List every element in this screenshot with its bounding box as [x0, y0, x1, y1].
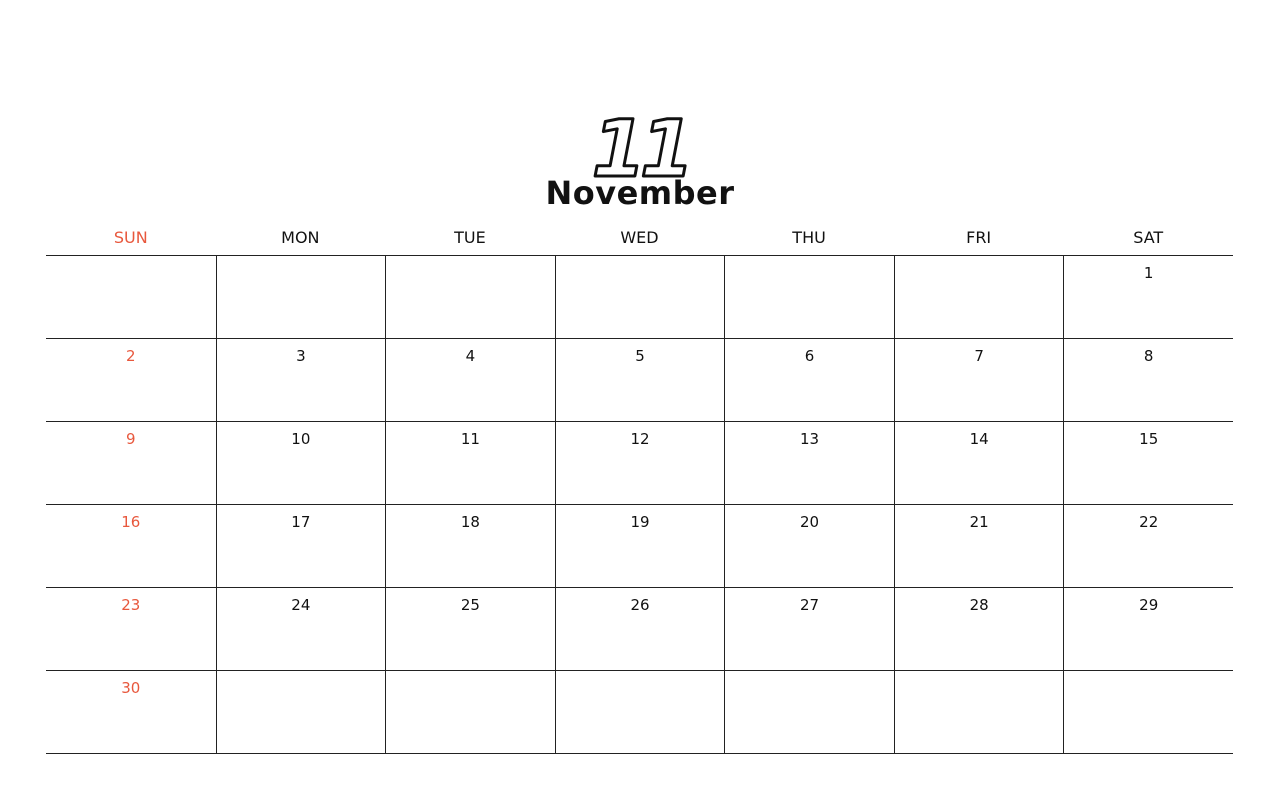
day-number: 1 [1143, 264, 1154, 282]
day-number: 7 [974, 347, 984, 365]
day-cell-2 [46, 339, 216, 422]
empty-day-cell [46, 256, 216, 339]
day-cell-28 [894, 588, 1064, 671]
empty-day-cell [385, 671, 555, 754]
day-cell-4 [385, 339, 555, 422]
day-number: 15 [1139, 430, 1159, 448]
day-cell-10 [216, 422, 386, 505]
day-number: 10 [291, 430, 311, 448]
day-number: 20 [800, 513, 820, 531]
month-number-text: 11 [591, 105, 689, 195]
day-number: 2 [126, 347, 136, 365]
empty-day-cell [894, 256, 1064, 339]
day-number: 11 [460, 430, 480, 448]
day-number: 27 [800, 596, 820, 614]
day-cell-13 [724, 422, 894, 505]
day-cell-12 [555, 422, 725, 505]
day-cell-22 [1063, 505, 1233, 588]
day-cell-1 [1063, 256, 1233, 339]
day-cell-25 [385, 588, 555, 671]
weekday-label-thu: THU [792, 228, 826, 247]
day-cell-30 [46, 671, 216, 754]
day-number: 29 [1139, 596, 1159, 614]
day-number: 14 [969, 430, 989, 448]
day-cell-11 [385, 422, 555, 505]
empty-day-cell [1063, 671, 1233, 754]
day-number: 6 [804, 347, 815, 365]
weekday-header [46, 226, 1233, 256]
day-number: 21 [969, 513, 989, 531]
day-number: 4 [465, 347, 476, 365]
day-number: 5 [635, 347, 645, 365]
day-number: 9 [126, 430, 136, 448]
day-number: 30 [121, 679, 141, 697]
weekday-label-sat: SAT [1133, 228, 1164, 247]
day-number: 17 [291, 513, 311, 531]
calendar-grid [46, 256, 1233, 754]
day-number: 26 [630, 596, 650, 614]
empty-day-cell [894, 671, 1064, 754]
day-cell-27 [724, 588, 894, 671]
day-number: 28 [969, 596, 989, 614]
weekday-label-mon: MON [281, 228, 320, 247]
day-number: 24 [291, 596, 311, 614]
day-cell-8 [1063, 339, 1233, 422]
day-cell-3 [216, 339, 386, 422]
day-cell-15 [1063, 422, 1233, 505]
day-cell-21 [894, 505, 1064, 588]
month-title: November [545, 174, 735, 212]
day-cell-5 [555, 339, 725, 422]
day-cell-7 [894, 339, 1064, 422]
day-cell-29 [1063, 588, 1233, 671]
day-number: 8 [1143, 347, 1154, 365]
day-number: 12 [630, 430, 650, 448]
weekday-label-fri: FRI [966, 228, 992, 247]
day-cell-16 [46, 505, 216, 588]
weekday-label-tue: TUE [454, 228, 486, 247]
day-cell-26 [555, 588, 725, 671]
empty-day-cell [724, 256, 894, 339]
day-cell-9 [46, 422, 216, 505]
day-number: 18 [460, 513, 480, 531]
day-number: 25 [460, 596, 480, 614]
day-cell-14 [894, 422, 1064, 505]
day-number: 13 [800, 430, 820, 448]
day-number: 16 [121, 513, 141, 531]
day-cell-24 [216, 588, 386, 671]
day-cell-17 [216, 505, 386, 588]
empty-day-cell [724, 671, 894, 754]
day-cell-20 [724, 505, 894, 588]
day-number: 23 [121, 596, 141, 614]
empty-day-cell [216, 671, 386, 754]
day-number: 19 [630, 513, 650, 531]
day-cell-19 [555, 505, 725, 588]
empty-day-cell [555, 256, 725, 339]
day-number: 3 [296, 347, 306, 365]
weekday-label-wed: WED [620, 228, 659, 247]
empty-day-cell [555, 671, 725, 754]
weekday-label-sun: SUN [113, 228, 148, 247]
day-cell-18 [385, 505, 555, 588]
day-cell-6 [724, 339, 894, 422]
empty-day-cell [385, 256, 555, 339]
empty-day-cell [216, 256, 386, 339]
day-cell-23 [46, 588, 216, 671]
day-number: 22 [1139, 513, 1159, 531]
